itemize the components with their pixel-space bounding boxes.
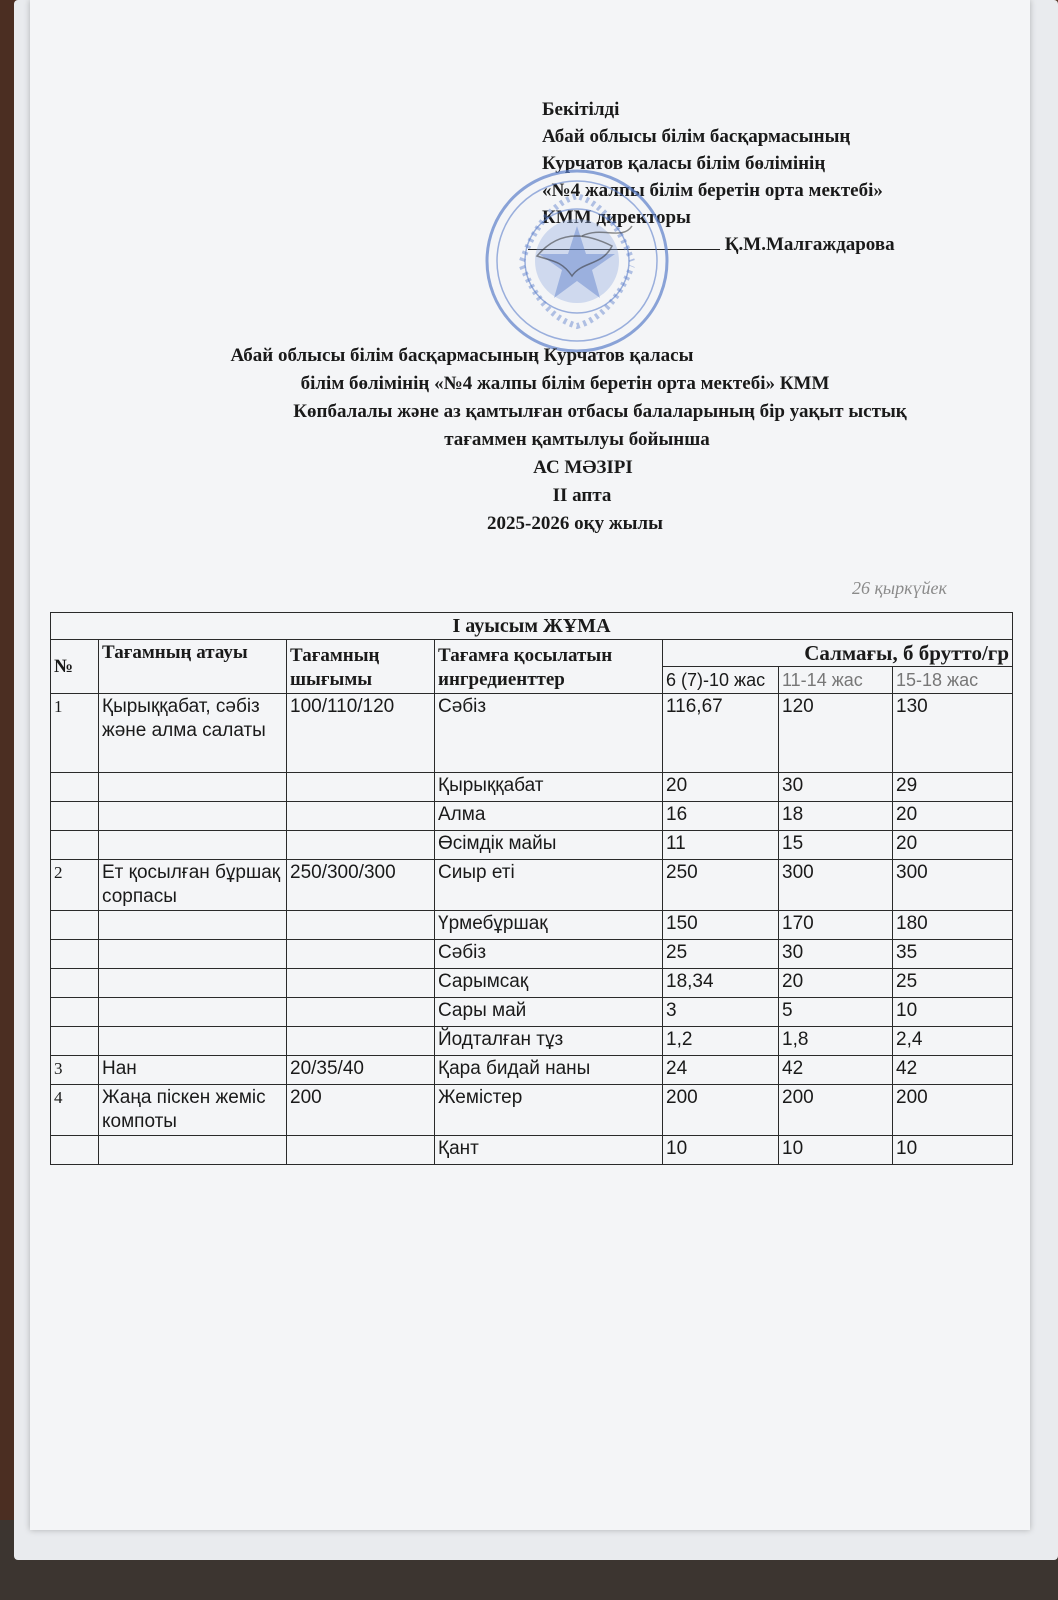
cell-age-15-18: 200 — [893, 1085, 1013, 1136]
table-row — [51, 1136, 1013, 1165]
shift-row — [51, 613, 1013, 640]
cell-age-15-18: 10 — [893, 1136, 1013, 1165]
table-row — [51, 940, 1013, 969]
cell-number — [51, 940, 99, 969]
cell-output: 20/35/40 — [287, 1056, 435, 1085]
table-row — [51, 860, 1013, 911]
cell-age-11-14: 30 — [779, 773, 893, 802]
table-row — [51, 998, 1013, 1027]
cell-age-6-10: 150 — [663, 911, 779, 940]
cell-age-6-10: 18,34 — [663, 969, 779, 998]
col-header-no: № — [51, 640, 99, 694]
cell-age-15-18: 10 — [893, 998, 1013, 1027]
cell-output — [287, 998, 435, 1027]
approval-line: КММ директоры — [542, 207, 691, 228]
approval-line: Абай облысы білім басқармасының — [542, 126, 851, 147]
cell-ingredient: Алма — [435, 802, 663, 831]
cell-ingredient: Қара бидай наны — [435, 1056, 663, 1085]
cell-age-6-10: 1,2 — [663, 1027, 779, 1056]
col-header-output: Тағамның шығымы — [287, 640, 435, 694]
approval-line: Курчатов қаласы білім бөлімінің — [542, 153, 826, 174]
cell-dish — [99, 998, 287, 1027]
cell-age-11-14: 300 — [779, 860, 893, 911]
cell-number: 2 — [51, 860, 99, 911]
cell-ingredient: Жемістер — [435, 1085, 663, 1136]
cell-ingredient: Үрмебұршақ — [435, 911, 663, 940]
cell-age-15-18: 2,4 — [893, 1027, 1013, 1056]
cell-number: 3 — [51, 1056, 99, 1085]
approval-line: Бекітілді — [542, 99, 620, 120]
cell-dish — [99, 940, 287, 969]
cell-number: 4 — [51, 1085, 99, 1136]
cell-age-6-10: 16 — [663, 802, 779, 831]
director-name: Қ.М.Малгаждарова — [724, 234, 895, 255]
col-header-age-11-14: 11-14 жас — [779, 667, 893, 694]
cell-age-6-10: 200 — [663, 1085, 779, 1136]
cell-dish — [99, 911, 287, 940]
cell-age-11-14: 120 — [779, 694, 893, 773]
cell-age-11-14: 200 — [779, 1085, 893, 1136]
shift-title: І ауысым ЖҰМА — [51, 613, 1013, 640]
cell-ingredient: Қырыққабат — [435, 773, 663, 802]
table-row — [51, 1085, 1013, 1136]
cell-dish — [99, 969, 287, 998]
cell-age-15-18: 42 — [893, 1056, 1013, 1085]
document-page — [30, 0, 1030, 1530]
table-row — [51, 773, 1013, 802]
cell-ingredient: Сәбіз — [435, 694, 663, 773]
cell-ingredient: Қант — [435, 1136, 663, 1165]
cell-age-15-18: 180 — [893, 911, 1013, 940]
cell-age-6-10: 24 — [663, 1056, 779, 1085]
cell-ingredient: Сәбіз — [435, 940, 663, 969]
cell-ingredient: Сиыр еті — [435, 860, 663, 911]
cell-age-15-18: 20 — [893, 802, 1013, 831]
cell-output — [287, 773, 435, 802]
cell-output: 200 — [287, 1085, 435, 1136]
cell-age-11-14: 42 — [779, 1056, 893, 1085]
cell-output — [287, 969, 435, 998]
cell-output — [287, 831, 435, 860]
cell-number — [51, 773, 99, 802]
cell-age-11-14: 30 — [779, 940, 893, 969]
cell-output — [287, 911, 435, 940]
cell-number — [51, 998, 99, 1027]
cell-output: 100/110/120 — [287, 694, 435, 773]
date-note: 26 қыркүйек — [852, 578, 947, 598]
cell-age-11-14: 10 — [779, 1136, 893, 1165]
col-header-age-15-18: 15-18 жас — [893, 667, 1013, 694]
cell-age-6-10: 20 — [663, 773, 779, 802]
cell-output — [287, 940, 435, 969]
header-row — [51, 640, 1013, 667]
cell-output: 250/300/300 — [287, 860, 435, 911]
cell-dish — [99, 773, 287, 802]
cell-number — [51, 911, 99, 940]
cell-age-6-10: 25 — [663, 940, 779, 969]
cell-dish — [99, 1027, 287, 1056]
cell-output — [287, 1136, 435, 1165]
cell-age-11-14: 18 — [779, 802, 893, 831]
col-header-weight: Салмағы, б брутто/гр — [663, 640, 1013, 667]
cell-dish — [99, 831, 287, 860]
cell-ingredient: Сары май — [435, 998, 663, 1027]
col-header-ingredients: Тағамға қосылатын ингредиенттер — [435, 640, 663, 694]
cell-age-6-10: 11 — [663, 831, 779, 860]
table-row — [51, 1056, 1013, 1085]
cell-age-11-14: 1,8 — [779, 1027, 893, 1056]
title-line: 2025-2026 оқу жылы — [487, 513, 663, 534]
cell-age-6-10: 10 — [663, 1136, 779, 1165]
title-line: ІІ апта — [552, 485, 612, 506]
table-row — [51, 802, 1013, 831]
cell-age-6-10: 250 — [663, 860, 779, 911]
cell-age-15-18: 20 — [893, 831, 1013, 860]
cell-age-6-10: 3 — [663, 998, 779, 1027]
cell-age-15-18: 300 — [893, 860, 1013, 911]
cell-dish: Жаңа піскен жеміс компоты — [99, 1085, 287, 1136]
cell-number — [51, 831, 99, 860]
cell-number — [51, 969, 99, 998]
cell-age-11-14: 20 — [779, 969, 893, 998]
cell-age-11-14: 170 — [779, 911, 893, 940]
menu-table — [50, 612, 1013, 1165]
col-header-dish: Тағамның атауы — [99, 640, 287, 694]
cell-dish: Қырыққабат, сәбіз және алма салаты — [99, 694, 287, 773]
cell-ingredient: Өсімдік майы — [435, 831, 663, 860]
table-row — [51, 694, 1013, 773]
cell-age-15-18: 130 — [893, 694, 1013, 773]
cell-dish: Нан — [99, 1056, 287, 1085]
table-row — [51, 969, 1013, 998]
title-line: білім бөлімінің «№4 жалпы білім беретін орта мектебі» КММ — [300, 373, 830, 394]
cell-age-11-14: 15 — [779, 831, 893, 860]
cell-output — [287, 802, 435, 831]
cell-number — [51, 1136, 99, 1165]
cell-dish: Ет қосылған бұршақ сорпасы — [99, 860, 287, 911]
cell-output — [287, 1027, 435, 1056]
cell-dish — [99, 802, 287, 831]
title-line: АС МӘЗІРІ — [533, 457, 633, 478]
cell-ingredient: Сарымсақ — [435, 969, 663, 998]
cell-age-11-14: 5 — [779, 998, 893, 1027]
cell-ingredient: Йодталған тұз — [435, 1027, 663, 1056]
title-line: Абай облысы білім басқармасының Курчатов қаласы — [230, 345, 694, 366]
col-header-age-6-10: 6 (7)-10 жас — [663, 667, 779, 694]
title-line: Көпбалалы және аз қамтылған отбасы балаларының бір уақыт ыстық — [293, 401, 907, 422]
cell-dish — [99, 1136, 287, 1165]
table-row — [51, 911, 1013, 940]
cell-number — [51, 802, 99, 831]
cell-age-6-10: 116,67 — [663, 694, 779, 773]
cell-age-15-18: 25 — [893, 969, 1013, 998]
table-row — [51, 1027, 1013, 1056]
title-line: тағаммен қамтылуы бойынша — [444, 429, 710, 450]
approval-line: «№4 жалпы білім беретін орта мектебі» — [542, 180, 883, 201]
official-stamp — [482, 166, 672, 356]
cell-number — [51, 1027, 99, 1056]
cell-age-15-18: 35 — [893, 940, 1013, 969]
cell-age-15-18: 29 — [893, 773, 1013, 802]
document-title — [30, 342, 1030, 538]
cell-number: 1 — [51, 694, 99, 773]
table-row — [51, 831, 1013, 860]
